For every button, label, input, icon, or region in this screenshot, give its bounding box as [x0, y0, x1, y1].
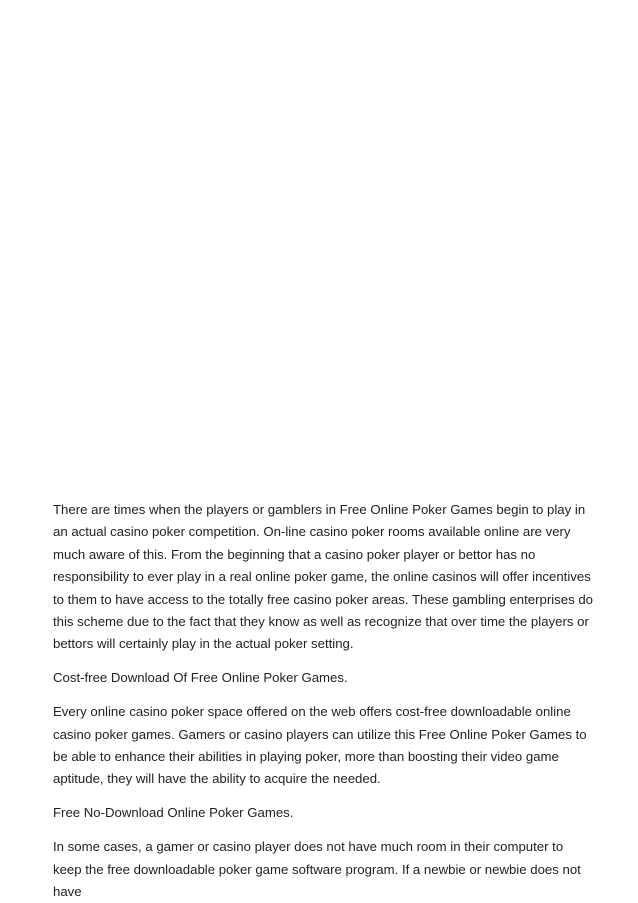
- paragraph-intro: There are times when the players or gamblers in Free Online Poker Games begin to play in an actual casino poker competition. On-line casino poker rooms available online are very much aware of this. From the beginning that a casino poker player or bettor has no responsibility to ever play in a real online poker game, the online casinos will offer incentives to them to have access to the totally free casino poker areas. These gambling enterprises do this scheme due to the fact that they know as well as recognize that over time the players or bettors will certainly play in the actual poker setting.: [53, 502, 594, 652]
- section-heading-download: Cost-free Download Of Free Online Poker Games.: [53, 670, 348, 686]
- document-body: [53, 499, 593, 903]
- section-heading-no-download: Free No-Download Online Poker Games.: [53, 805, 294, 821]
- paragraph-no-download: In some cases, a gamer or casino player does not have much room in their computer to keep the free downloadable poker game software program. If a newbie or newbie does not have: [53, 839, 581, 900]
- paragraph-download: Every online casino poker space offered on the web offers cost-free downloadable online casino poker games. Gamers or casino players can utilize this Free Online Poker Games to be able to enhance their abilities in playing poker, more than boosting their video game aptitude, they will have the ability to acquire the needed.: [53, 704, 587, 787]
